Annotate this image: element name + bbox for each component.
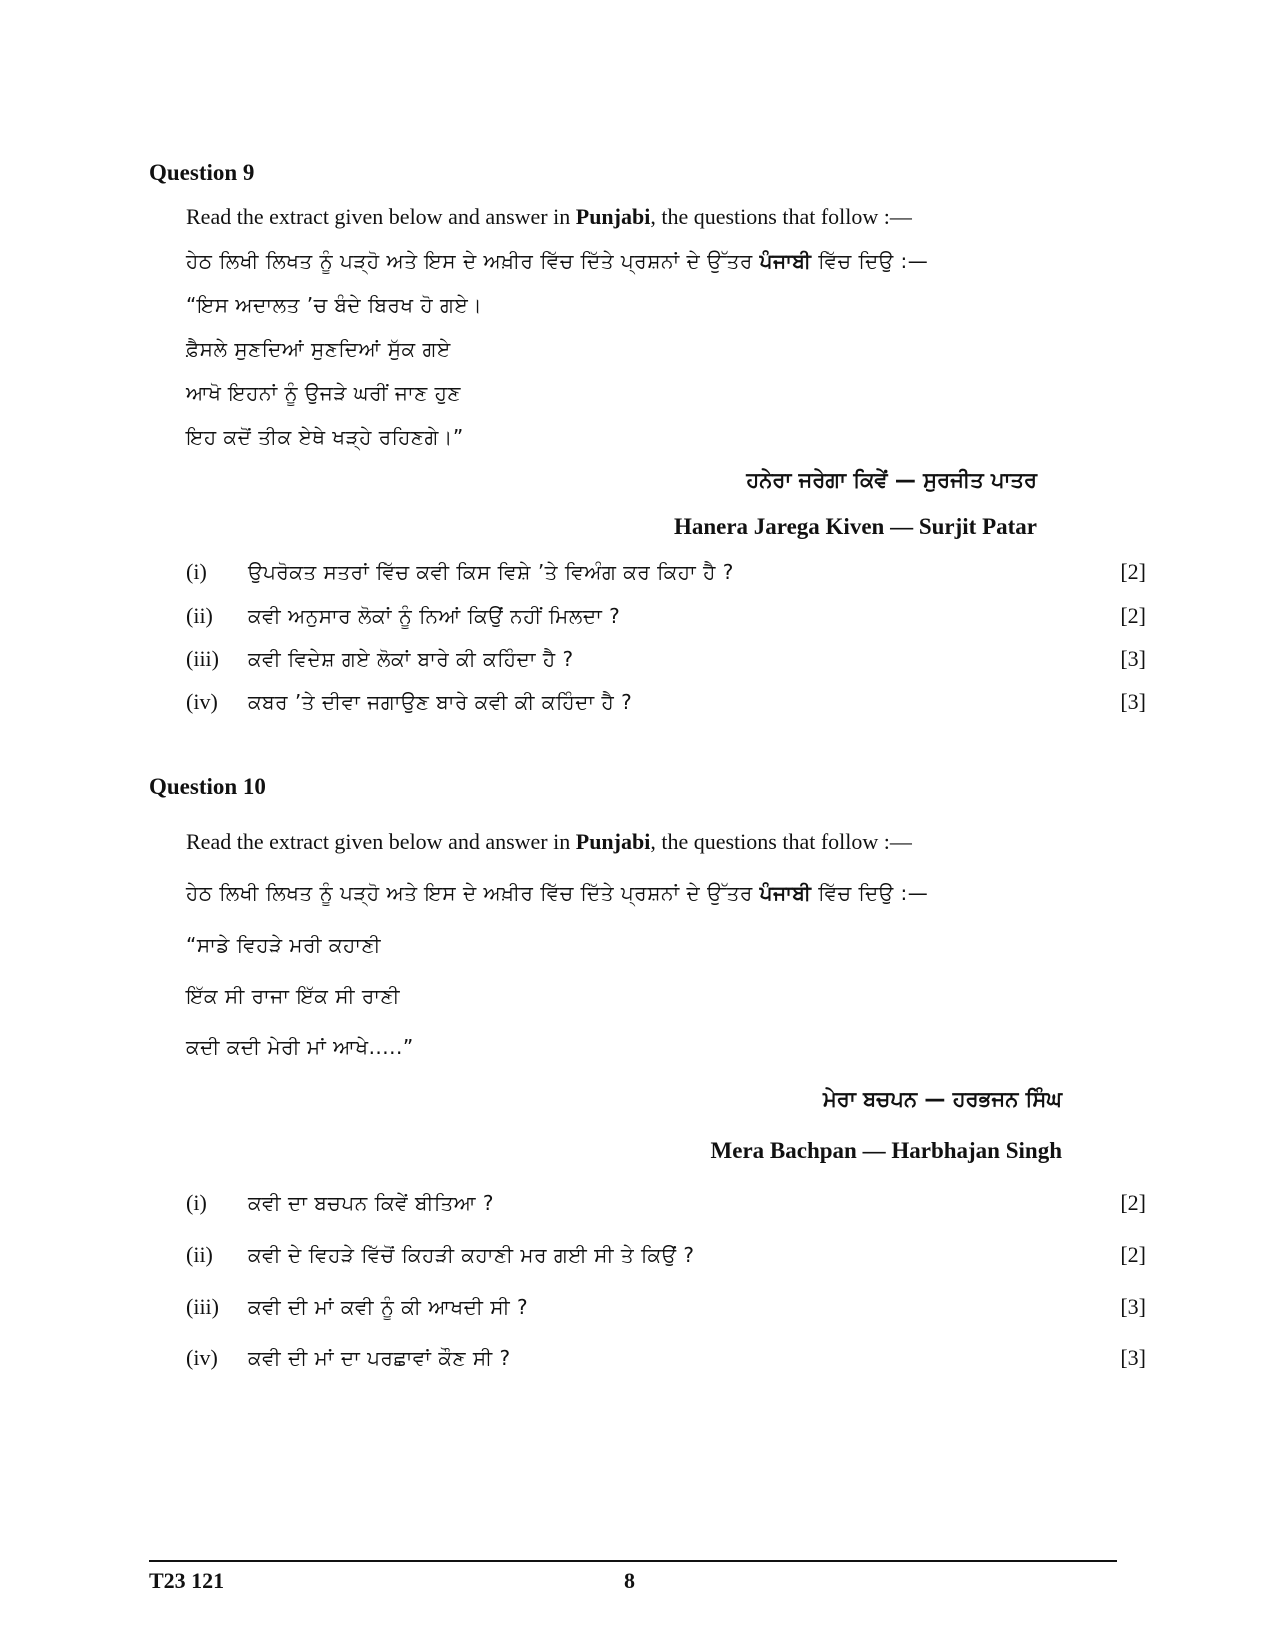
q10-instruction-en-bold: Punjabi bbox=[575, 829, 651, 854]
subquestion-marks: [3] bbox=[1120, 646, 1146, 671]
subquestion-number: (i) bbox=[186, 559, 207, 584]
subquestion-text: ਕਵੀ ਦੀ ਮਾਂ ਕਵੀ ਨੂੰ ਕੀ ਆਖਦੀ ਸੀ ? bbox=[248, 1295, 529, 1319]
q9-subquestion bbox=[186, 559, 1146, 589]
q9-instruction-en-after: , the questions that follow :— bbox=[650, 204, 912, 229]
q9-subquestion bbox=[186, 689, 1146, 719]
subquestion-marks: [2] bbox=[1120, 603, 1146, 628]
q10-subquestion bbox=[186, 1294, 1146, 1324]
subquestion-text: ਕਵੀ ਦੇ ਵਿਹੜੇ ਵਿੱਚੋਂ ਕਿਹੜੀ ਕਹਾਣੀ ਮਰ ਗਈ ਸੀ ਤੇ ਕਿਉਂ ? bbox=[248, 1243, 695, 1267]
q9-subquestion bbox=[186, 646, 1146, 676]
q10-instruction-pa-bold: ਪੰਜਾਬੀ bbox=[759, 881, 812, 905]
subquestion-number: (iii) bbox=[186, 646, 219, 671]
question-9-heading: Question 9 bbox=[149, 160, 255, 185]
q9-extract-line-1: “ਇਸ ਅਦਾਲਤ ’ਚ ਬੰਦੇ ਬਿਰਖ ਹੋ ਗਏ। bbox=[186, 293, 483, 317]
q10-extract-line-1: “ਸਾਡੇ ਵਿਹੜੇ ਮਰੀ ਕਹਾਣੀ bbox=[186, 933, 382, 957]
q9-instruction-pa-bold: ਪੰਜਾਬੀ bbox=[759, 249, 812, 273]
subquestion-text: ਕਬਰ ’ਤੇ ਦੀਵਾ ਜਗਾਉਣ ਬਾਰੇ ਕਵੀ ਕੀ ਕਹਿੰਦਾ ਹੈ ? bbox=[248, 690, 633, 714]
page-number: 8 bbox=[624, 1568, 635, 1593]
q10-instruction-punjabi bbox=[186, 881, 928, 905]
subquestion-marks: [2] bbox=[1120, 1190, 1146, 1215]
q9-instruction-pa-after: ਵਿੱਚ ਦਿਉ :— bbox=[811, 249, 929, 273]
question-10-heading: Question 10 bbox=[149, 774, 266, 799]
q10-attribution-punjabi: ਮੇਰਾ ਬਚਪਨ — ਹਰਭਜਨ ਸਿੰਘ bbox=[822, 1087, 1062, 1111]
subquestion-marks: [3] bbox=[1120, 1345, 1146, 1370]
q10-subquestion bbox=[186, 1242, 1146, 1272]
q9-instruction-en-before: Read the extract given below and answer in bbox=[186, 204, 576, 229]
subquestion-number: (i) bbox=[186, 1190, 207, 1215]
subquestion-text: ਕਵੀ ਅਨੁਸਾਰ ਲੋਕਾਂ ਨੂੰ ਨਿਆਂ ਕਿਉਂ ਨਹੀਂ ਮਿਲਦਾ ? bbox=[248, 604, 621, 628]
q10-attribution-english: Mera Bachpan — Harbhajan Singh bbox=[710, 1138, 1062, 1163]
q9-extract-line-4: ਇਹ ਕਦੋਂ ਤੀਕ ਏਥੇ ਖੜ੍ਹੇ ਰਹਿਣਗੇ।” bbox=[186, 425, 464, 449]
q10-subquestion bbox=[186, 1190, 1146, 1220]
q9-instruction-pa-before: ਹੇਠ ਲਿਖੀ ਲਿਖਤ ਨੂੰ ਪੜ੍ਹੋ ਅਤੇ ਇਸ ਦੇ ਅਖ਼ੀਰ ਵਿੱਚ ਦਿੱਤੇ ਪ੍ਰਸ਼ਨਾਂ ਦੇ ਉੱਤਰ bbox=[186, 249, 760, 273]
q10-extract-line-3: ਕਦੀ ਕਦੀ ਮੇਰੀ ਮਾਂ ਆਖੇ.....” bbox=[186, 1035, 414, 1059]
q10-instruction-en-before: Read the extract given below and answer in bbox=[186, 829, 576, 854]
subquestion-marks: [3] bbox=[1120, 1294, 1146, 1319]
q9-instruction-english bbox=[186, 204, 912, 230]
subquestion-marks: [2] bbox=[1120, 559, 1146, 584]
q9-subquestion bbox=[186, 603, 1146, 633]
subquestion-number: (iii) bbox=[186, 1294, 219, 1319]
q9-extract-line-2: ਫ਼ੈਸਲੇ ਸੁਣਦਿਆਂ ਸੁਣਦਿਆਂ ਸੁੱਕ ਗਏ bbox=[186, 337, 451, 361]
subquestion-marks: [2] bbox=[1120, 1242, 1146, 1267]
q10-instruction-english bbox=[186, 829, 912, 855]
subquestion-text: ਕਵੀ ਦਾ ਬਚਪਨ ਕਿਵੇਂ ਬੀਤਿਆ ? bbox=[248, 1191, 495, 1215]
q9-instruction-punjabi bbox=[186, 249, 928, 273]
subquestion-number: (iv) bbox=[186, 1345, 218, 1370]
subquestion-number: (ii) bbox=[186, 1242, 213, 1267]
subquestion-number: (iv) bbox=[186, 689, 218, 714]
q9-instruction-en-bold: Punjabi bbox=[575, 204, 651, 229]
subquestion-number: (ii) bbox=[186, 603, 213, 628]
footer-rule bbox=[149, 1560, 1117, 1562]
q10-instruction-pa-before: ਹੇਠ ਲਿਖੀ ਲਿਖਤ ਨੂੰ ਪੜ੍ਹੋ ਅਤੇ ਇਸ ਦੇ ਅਖ਼ੀਰ ਵਿੱਚ ਦਿੱਤੇ ਪ੍ਰਸ਼ਨਾਂ ਦੇ ਉੱਤਰ bbox=[186, 881, 760, 905]
subquestion-marks: [3] bbox=[1120, 689, 1146, 714]
subquestion-text: ਉਪਰੋਕਤ ਸਤਰਾਂ ਵਿੱਚ ਕਵੀ ਕਿਸ ਵਿਸ਼ੇ ’ਤੇ ਵਿਅੰਗ ਕਰ ਕਿਹਾ ਹੈ ? bbox=[248, 560, 734, 584]
q9-attribution-english: Hanera Jarega Kiven — Surjit Patar bbox=[673, 514, 1037, 539]
q10-subquestion bbox=[186, 1345, 1146, 1375]
subquestion-text: ਕਵੀ ਵਿਦੇਸ਼ ਗਏ ਲੋਕਾਂ ਬਾਰੇ ਕੀ ਕਹਿੰਦਾ ਹੈ ? bbox=[248, 647, 574, 671]
q10-instruction-en-after: , the questions that follow :— bbox=[650, 829, 912, 854]
q10-instruction-pa-after: ਵਿੱਚ ਦਿਉ :— bbox=[811, 881, 929, 905]
subquestion-text: ਕਵੀ ਦੀ ਮਾਂ ਦਾ ਪਰਛਾਵਾਂ ਕੌਣ ਸੀ ? bbox=[248, 1346, 511, 1370]
paper-code: T23 121 bbox=[149, 1568, 225, 1593]
q9-extract-line-3: ਆਖੋ ਇਹਨਾਂ ਨੂੰ ਉਜੜੇ ਘਰੀਂ ਜਾਣ ਹੁਣ bbox=[186, 381, 461, 405]
q10-extract-line-2: ਇੱਕ ਸੀ ਰਾਜਾ ਇੱਕ ਸੀ ਰਾਣੀ bbox=[186, 984, 401, 1008]
q9-attribution-punjabi: ਹਨੇਰਾ ਜਰੇਗਾ ਕਿਵੇਂ — ਸੁਰਜੀਤ ਪਾਤਰ bbox=[746, 468, 1037, 492]
